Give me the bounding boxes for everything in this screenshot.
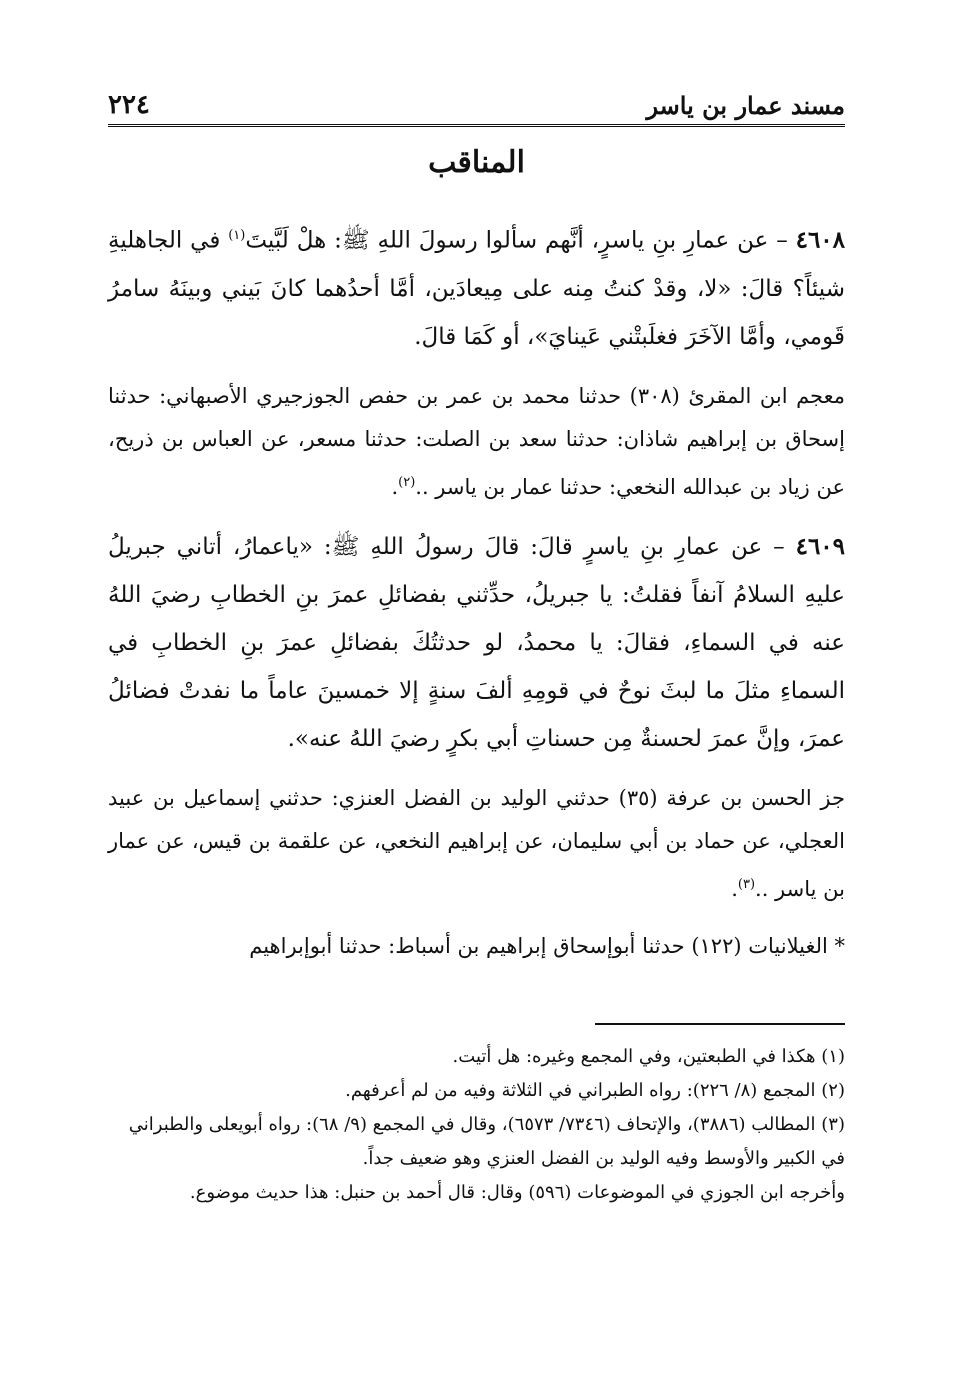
hadith-number: ٤٦٠٩ bbox=[795, 532, 846, 560]
footnote-3: (٣) المطالب (٣٨٨٦)، والإتحاف (٧٣٤٦/ ٦٥٧٣)، وقال في المجمع (٩/ ٦٨): رواه أبويعلى والطبراني في الكبير والأوسط وفيه الوليد بن الفضل العنزي وهو ضعيف جداً. bbox=[128, 1114, 845, 1169]
footnote-ref: (١) bbox=[228, 228, 246, 243]
hadith-4608 bbox=[108, 212, 845, 361]
main-text bbox=[108, 212, 845, 982]
source-citation: جز الحسن بن عرفة (٣٥) حدثني الوليد بن الفضل العنزي: حدثني إسماعيل بن عبيد العجلي، عن حماد بن أبي سليمان، عن إبراهيم النخعي، عن علقمة بن قيس، عن عمار بن ياسر ..$^{(٣)}$. bbox=[108, 785, 845, 901]
footnote-ref: (٢) bbox=[398, 474, 416, 490]
hadith-4609 bbox=[108, 523, 845, 763]
hadith-number: ٤٦٠٨ bbox=[795, 226, 846, 254]
source-citation: معجم ابن المقرئ (٣٠٨) حدثنا محمد بن عمر بن حفص الجوزجيري الأصبهاني: حدثنا إسحاق بن إبراهيم شاذان: حدثنا سعد بن الصلت: حدثنا مسعر، عن العباس بن ذريح، عن زياد بن عبدالله النخعي: حدثنا عمار بن ياسر ..$^{(٢)}$. bbox=[108, 383, 845, 499]
footnote-3-continued: وأخرجه ابن الجوزي في الموضوعات (٥٩٦) وقال: قال أحمد بن حنبل: هذا حديث موضوع. bbox=[189, 1182, 845, 1203]
footnote-separator bbox=[595, 1023, 845, 1025]
source-text: معجم ابن المقرئ (٣٠٨) حدثنا محمد بن عمر بن حفص الجوزجيري الأصبهاني: حدثنا إسحاق بن إبراهيم شاذان: حدثنا سعد بن الصلت: حدثنا مسعر، عن العباس بن ذريح، عن زياد بن عبدالله النخعي: حدثنا عمار بن ياسر .. bbox=[108, 383, 845, 499]
page-header bbox=[108, 76, 845, 127]
page-number: ٢٢٤ bbox=[108, 90, 150, 120]
section-title: المناقب bbox=[428, 145, 525, 180]
hadith-text-continued: في الجاهليةِ شيئاً؟ قالَ: «لا، وقدْ كنتُ مِنه على مِيعادَين، أمَّا أحدُهما كانَ بَيني وبينَهُ سامرُ قَومي، وأمَّا الآخَرَ فغلَبتْني عَينايَ»، أو كَمَا قالَ. bbox=[108, 227, 845, 350]
footnote-ref: (٣) bbox=[737, 876, 756, 892]
footnote-2: (٢) المجمع (٨/ ٢٢٦): رواه الطبراني في الثلاثة وفيه من لم أعرفهم. bbox=[345, 1080, 845, 1101]
source-citation bbox=[108, 925, 845, 968]
source-text: * الغيلانيات (١٢٢) حدثنا أبوإسحاق إبراهيم بن أسباط: حدثنا أبوإبراهيم bbox=[249, 933, 845, 958]
running-title: مسند عمار بن ياسر bbox=[646, 91, 845, 120]
hadith-text: – عن عمارِ بنِ ياسرٍ قالَ: قالَ رسولُ اللهِ ﷺ: «ياعمارُ، أتاني جبريلُ عليهِ السلامُ آنفاً فقلتُ: يا جبريلُ، حدِّثني بفضائلِ عمرَ بنِ الخطابِ رضيَ اللهُ عنه في السماءِ، فقالَ: يا محمدُ، لو حدثتُكَ بفضائلِ عمرَ بنِ الخطابِ في السماءِ مثلَ ما لبثَ نوحٌ في قومِهِ ألفَ سنةٍ إلا خمسينَ عاماً ما نفدتْ فضائلُ عمرَ، وإنَّ عمرَ لحسنةٌ مِن حسناتِ أبي بكرٍ رضيَ اللهُ عنه». bbox=[108, 533, 845, 752]
hadith-text: – عن عمارِ بنِ ياسرٍ، أنَّهم سألوا رسولَ اللهِ ﷺ: هلْ لَبَّيتَ bbox=[245, 227, 788, 254]
footnote-1: (١) هكذا في الطبعتين، وفي المجمع وغيره: هل أتيت. bbox=[452, 1046, 845, 1067]
source-text: جز الحسن بن عرفة (٣٥) حدثني الوليد بن الفضل العنزي: حدثني إسماعيل بن عبيد العجلي، عن حماد بن أبي سليمان، عن إبراهيم النخعي، عن علقمة بن قيس، عن عمار بن ياسر .. bbox=[108, 785, 845, 901]
footnotes bbox=[108, 1040, 845, 1210]
